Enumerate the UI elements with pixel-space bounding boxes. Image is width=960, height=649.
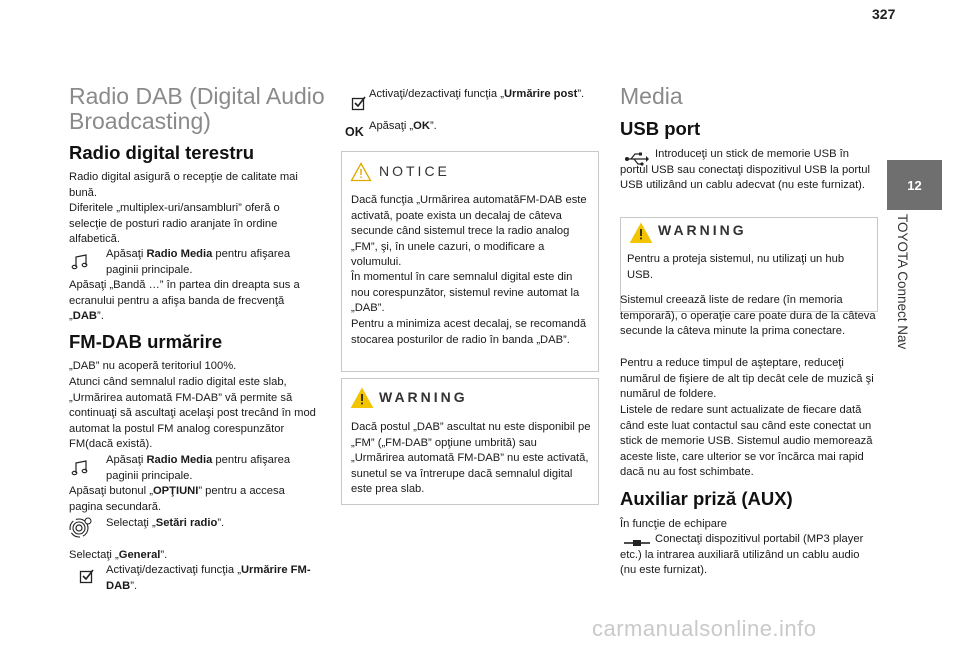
para-weak-signal: Atunci când semnalul radio digital este slab, „Urmărirea automată FM-DAB” vă permite să continuaţi să ascultaţi acelaşi post trecând în mod automat la postul FM analog corespunzător FM(dacă există). [69,376,316,450]
para-updates: Listele de redare sunt actualizate de fiecare dată când este luat contactul sau când este conectat un stick de memorie USB. Sistemul audio memorează aceste liste, care ulterior se vor încărca mai rapid dacă nu au fost schimbate. [620,404,873,478]
para-general: Selectaţi „General”. [69,549,168,561]
notice-para-1: Dacă funcţia „Urmărirea automatăFM-DAB este activată, poate exista un decalaj de câteva secunde când sistemul trece la radio analog „FM”, şi, în unele cazuri, o modificare a volumului. [351,194,587,268]
watermark: carmanualsonline.info [592,616,817,641]
step-radio-media-1: Apăsaţi Radio Media pentru afişarea paginii principale. [106,248,291,276]
para-reduce-wait: Pentru a reduce timpul de aşteptare, reduceţi numărul de fişiere de alt tip decât cele de muzică şi numărul de foldere. [620,357,874,400]
notice-para-3: Pentru a minimiza acest decalaj, se recomandă stocarea posturilor de radio în banda „DAB”. [351,318,587,346]
chapter-number: 12 [907,177,922,193]
step-fm-dab-toggle: Activaţi/dezactivaţi funcţia „Urmărire FM-DAB”. [106,564,311,592]
aux-para: Conectaţi dispozitivul portabil (MP3 player etc.) la intrarea auxiliară utilizând un cablu audio (nu este furnizat). [620,533,864,576]
para-band: Apăsaţi „Bandă …” în partea din dreapta sus a ecranului pentru a afişa banda de frecvenţă „DAB”. [69,279,300,322]
warning-box [341,378,599,505]
step-press-ok: Apăsaţi „OK”. [369,120,437,132]
notice-title: NOTICE [379,163,450,179]
usb-warning-title: WARNING [658,222,747,238]
chapter-label-text: TOYOTA Connect Nav [895,214,910,350]
radio-settings-icon [69,516,93,540]
step-radio-settings: Selectaţi „Setări radio”. [106,517,225,529]
title-line-1: Radio DAB (Digital Audio [69,83,325,109]
chapter-label [892,214,912,394]
checkbox-icon [351,95,367,111]
music-note-icon [71,460,89,476]
heading-usb: USB port [620,118,701,139]
notice-para-2: În momentul în care semnalul digital este din nou corespunzător, sistemul revine automat la „DAB”. [351,271,580,314]
step-station-follow: Activaţi/dezactivaţi funcţia „Urmărire post”. [369,88,585,100]
aux-equipment: În funcţie de echipare [620,518,727,530]
page-number: 327 [872,6,896,22]
para-coverage: „DAB” nu acoperă teritoriul 100%. [69,360,237,372]
para-quality: Radio digital asigură o recepţie de calitate mai bună. [69,171,298,199]
warning-title: WARNING [379,389,468,405]
step-radio-media-2: Apăsaţi Radio Media pentru afişarea paginii principale. [106,454,291,482]
heading-aux: Auxiliar priză (AUX) [620,488,793,509]
usb-para: Introduceţi un stick de memorie USB în portul USB sau conectaţi dispozitivul USB la portul USB utilizând un cablu adecvat (nu este furnizat). [620,148,870,191]
section-title-media: Media [620,83,683,109]
notice-triangle-icon [350,162,372,182]
ok-icon: OK [345,125,364,139]
usb-warning-para: Pentru a proteja sistemul, nu utilizaţi un hub USB. [627,253,845,281]
para-multiplex: Diferitele „multiplex-uri/ansambluri” oferă o selecţie de posturi radio aranjate în ordine alfabetică. [69,202,280,245]
warning-triangle-icon [350,387,374,409]
para-options: Apăsaţi butonul „OPŢIUNI” pentru a accesa pagina secundară. [69,485,285,513]
warning-triangle-icon [629,222,653,244]
section-title-dab [69,84,339,134]
checkbox-icon [79,568,95,584]
heading-terestru: Radio digital terestru [69,142,255,163]
music-note-icon [71,254,89,270]
title-line-2: Broadcasting) [69,108,211,134]
para-playlists: Sistemul creează liste de redare (în memoria temporară), o operaţie care poate dura de la câteva secunde la câteva minute la prima conectare. [620,294,876,337]
warning-para: Dacă postul „DAB” ascultat nu este disponibil pe „FM” („FM-DAB” opţiune umbrită) sau „Urmărirea automată FM-DAB” nu este activată, sunetul se va întrerupe dacă semnalul digital este prea slab. [351,421,591,495]
chapter-tab[interactable] [887,160,942,210]
notice-box [341,151,599,372]
heading-fm-dab: FM-DAB urmărire [69,331,223,352]
